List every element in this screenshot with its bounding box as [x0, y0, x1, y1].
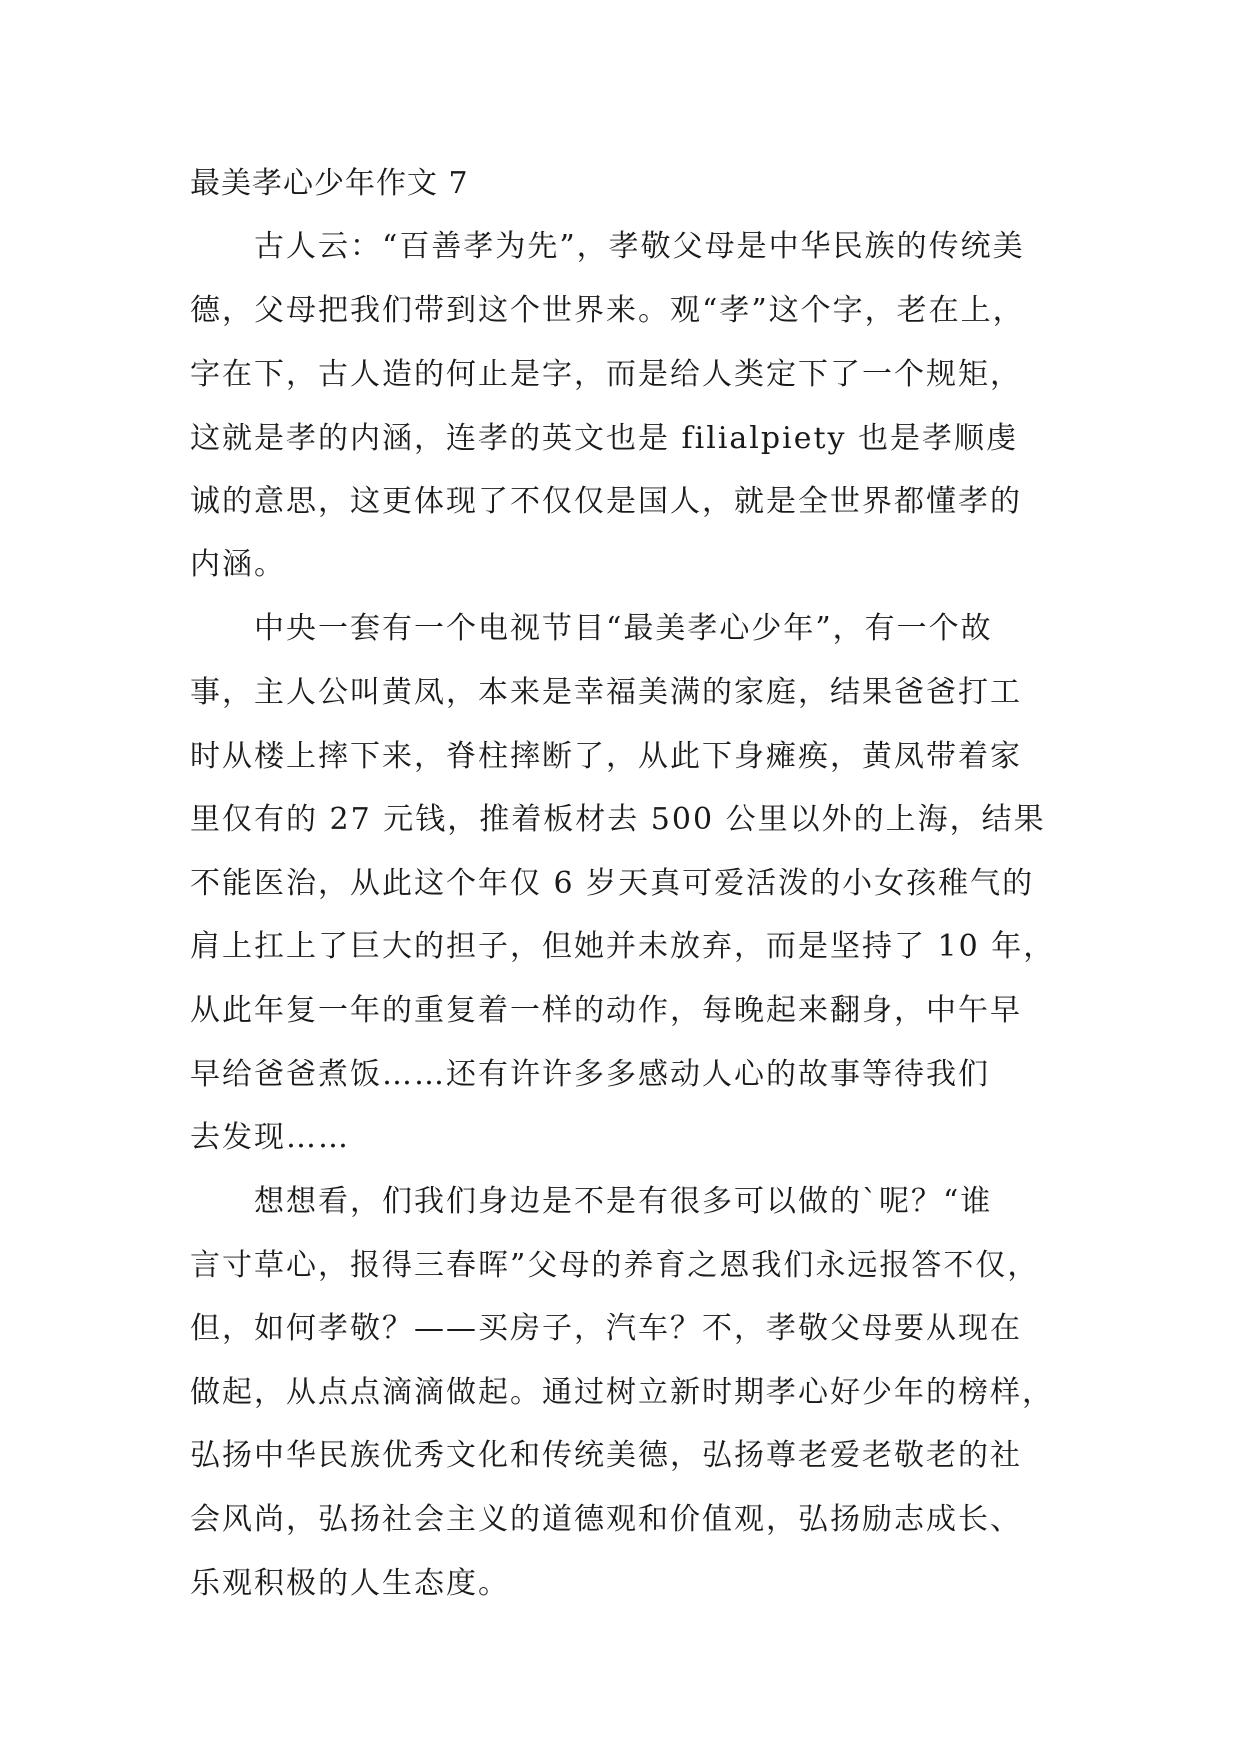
paragraph-2-line-9: 去发现……	[190, 1120, 350, 1155]
paragraph-3-line-3: 但，如何孝敬？——买房子，汽车？不，孝敬父母要从现在	[190, 1311, 1022, 1346]
paragraph-2-line-1: 中央一套有一个电视节目“最美孝心少年”，有一个故	[254, 611, 993, 646]
paragraph-2-line-3: 时从楼上摔下来，脊柱摔断了，从此下身瘫痪，黄凤带着家	[190, 739, 1022, 774]
paragraph-2-line-5: 不能医治，从此这个年仅 6 岁天真可爱活泼的小女孩稚气的	[190, 866, 1035, 901]
paragraph-3-line-2: 言寸草心，报得三春晖”父母的养育之恩我们永远报答不仅，	[190, 1248, 1040, 1283]
paragraph-2-line-2: 事，主人公叫黄凤，本来是幸福美满的家庭，结果爸爸打工	[190, 675, 1022, 710]
paragraph-3-line-1: 想想看，们我们身边是不是有很多可以做的`呢？“谁	[254, 1184, 993, 1219]
paragraph-1-line-2: 德，父母把我们带到这个世界来。观“孝”这个字，老在上，	[190, 293, 1025, 328]
paragraph-3-line-7: 乐观积极的人生态度。	[190, 1566, 510, 1601]
document-title: 最美孝心少年作文 7	[190, 166, 469, 201]
paragraph-1-line-4: 这就是孝的内涵，连孝的英文也是 filialpiety 也是孝顺虔	[190, 421, 1018, 456]
paragraph-1-line-6: 内涵。	[190, 547, 286, 582]
paragraph-3-line-5: 弘扬中华民族优秀文化和传统美德，弘扬尊老爱老敬老的社	[190, 1438, 1022, 1473]
paragraph-2-line-6: 肩上扛上了巨大的担子，但她并未放弃，而是坚持了 10 年，	[190, 929, 1056, 964]
paragraph-2-line-8: 早给爸爸煮饭……还有许许多多感动人心的故事等待我们	[190, 1057, 990, 1092]
paragraph-2-line-7: 从此年复一年的重复着一样的动作，每晚起来翻身，中午早	[190, 993, 1022, 1028]
paragraph-1-line-3: 字在下，古人造的何止是字，而是给人类定下了一个规矩，	[190, 357, 1022, 392]
paragraph-1-line-1: 古人云：“百善孝为先”，孝敬父母是中华民族的传统美	[254, 229, 1025, 264]
paragraph-1-line-5: 诚的意思，这更体现了不仅仅是国人，就是全世界都懂孝的	[190, 484, 1022, 519]
paragraph-3-line-6: 会风尚，弘扬社会主义的道德观和价值观，弘扬励志成长、	[190, 1502, 1022, 1537]
paragraph-3-line-4: 做起，从点点滴滴做起。通过树立新时期孝心好少年的榜样，	[190, 1375, 1054, 1410]
paragraph-2-line-4: 里仅有的 27 元钱，推着板材去 500 公里以外的上海，结果	[190, 802, 1046, 837]
